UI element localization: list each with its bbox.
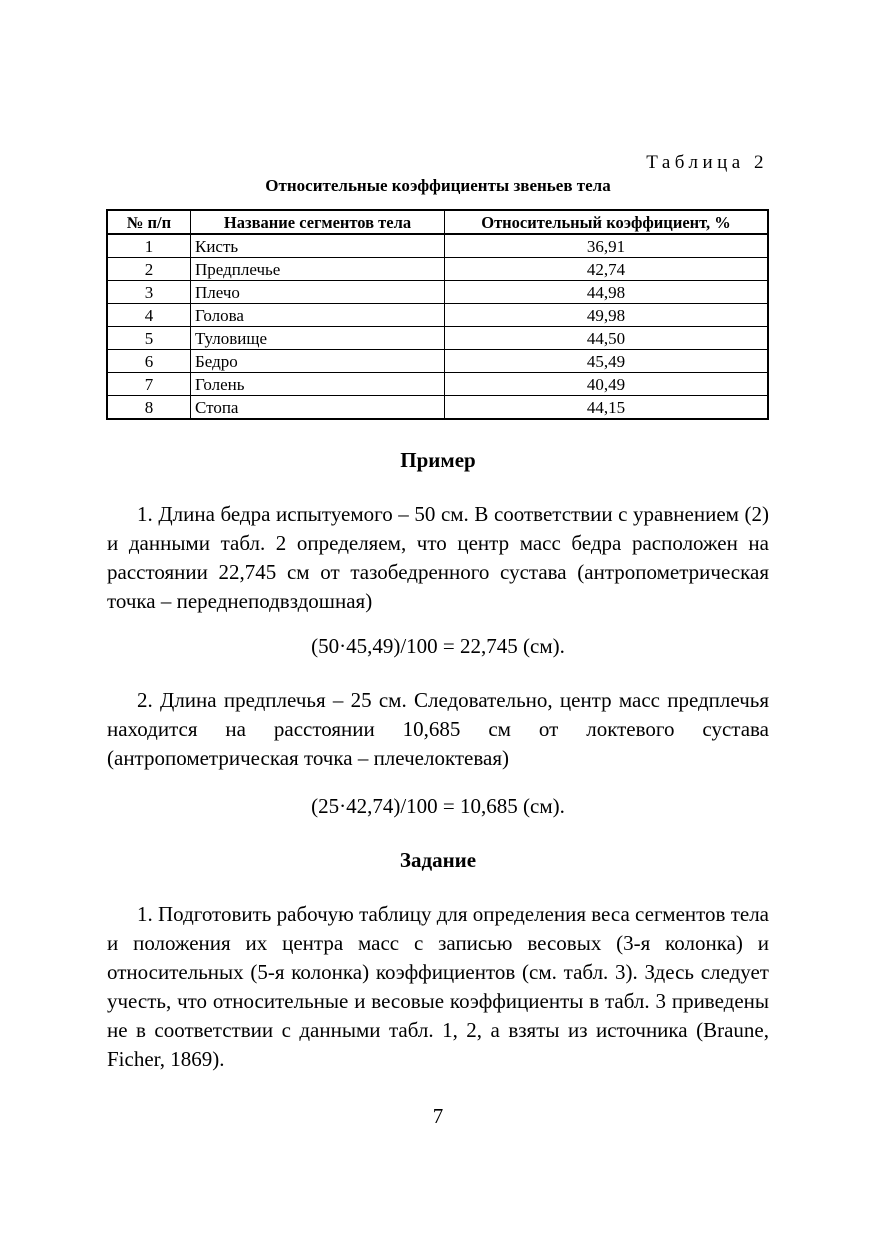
row-number: 3	[107, 281, 191, 304]
table-row	[107, 396, 768, 420]
segment-name: Туловище	[191, 327, 445, 350]
coefficients-table	[106, 209, 769, 420]
column-header-number: № п/п	[107, 210, 191, 234]
coefficient-value: 40,49	[445, 373, 769, 396]
example-heading: Пример	[400, 448, 476, 472]
coefficient-value: 44,15	[445, 396, 769, 420]
table-title: Относительные коэффициенты звеньев тела	[265, 176, 611, 195]
segment-name: Бедро	[191, 350, 445, 373]
task-paragraph-1: 1. Подготовить рабочую таблицу для определения веса сегментов тела и положения их центра масс с записью весовых (3-я колонка) и относительных (5-я колонка) коэффициентов (см. табл. 3). Здесь следует учесть, что относительные и весовые коэффициенты в табл. 3 приведены не в соответствии с данными табл. 1, 2, а взяты из источника (Braune, Ficher, 1869).	[107, 902, 769, 1071]
coefficient-value: 44,98	[445, 281, 769, 304]
coefficient-value: 44,50	[445, 327, 769, 350]
segment-name: Плечо	[191, 281, 445, 304]
table-row	[107, 373, 768, 396]
segment-name: Голова	[191, 304, 445, 327]
column-header-coefficient: Относительный коэффициент, %	[445, 210, 769, 234]
segment-name: Кисть	[191, 234, 445, 258]
coefficient-value: 45,49	[445, 350, 769, 373]
table-row	[107, 350, 768, 373]
row-number: 2	[107, 258, 191, 281]
segment-name: Стопа	[191, 396, 445, 420]
example-formula-1: (50·45,49)/100 = 22,745 (см).	[311, 634, 565, 658]
row-number: 4	[107, 304, 191, 327]
page-number: 7	[432, 1104, 444, 1128]
example-paragraph-2: 2. Длина предплечья – 25 см. Следовательно, центр масс предплечья находится на расстоянии 10,685 см от локтевого сустава (антропометрическая точка – плечелоктевая)	[107, 688, 769, 770]
example-formula-2: (25·42,74)/100 = 10,685 (см).	[311, 794, 565, 818]
row-number: 1	[107, 234, 191, 258]
table-row	[107, 281, 768, 304]
row-number: 5	[107, 327, 191, 350]
example-paragraph-1: 1. Длина бедра испытуемого – 50 см. В соответствии с уравнением (2) и данными табл. 2 определяем, что центр масс бедра расположен на расстоянии 22,745 см от тазобедренного сустава (антропометрическая точка – переднеподвздошная)	[107, 502, 769, 613]
column-header-segment: Название сегментов тела	[191, 210, 445, 234]
row-number: 6	[107, 350, 191, 373]
segment-name: Предплечье	[191, 258, 445, 281]
table-header-row	[107, 210, 768, 234]
coefficient-value: 36,91	[445, 234, 769, 258]
row-number: 7	[107, 373, 191, 396]
coefficient-value: 49,98	[445, 304, 769, 327]
table-caption: Таблица 2	[646, 152, 768, 173]
coefficient-value: 42,74	[445, 258, 769, 281]
segment-name: Голень	[191, 373, 445, 396]
table-row	[107, 304, 768, 327]
table-row	[107, 234, 768, 258]
table-row	[107, 327, 768, 350]
task-heading: Задание	[399, 848, 477, 872]
row-number: 8	[107, 396, 191, 420]
table-row	[107, 258, 768, 281]
